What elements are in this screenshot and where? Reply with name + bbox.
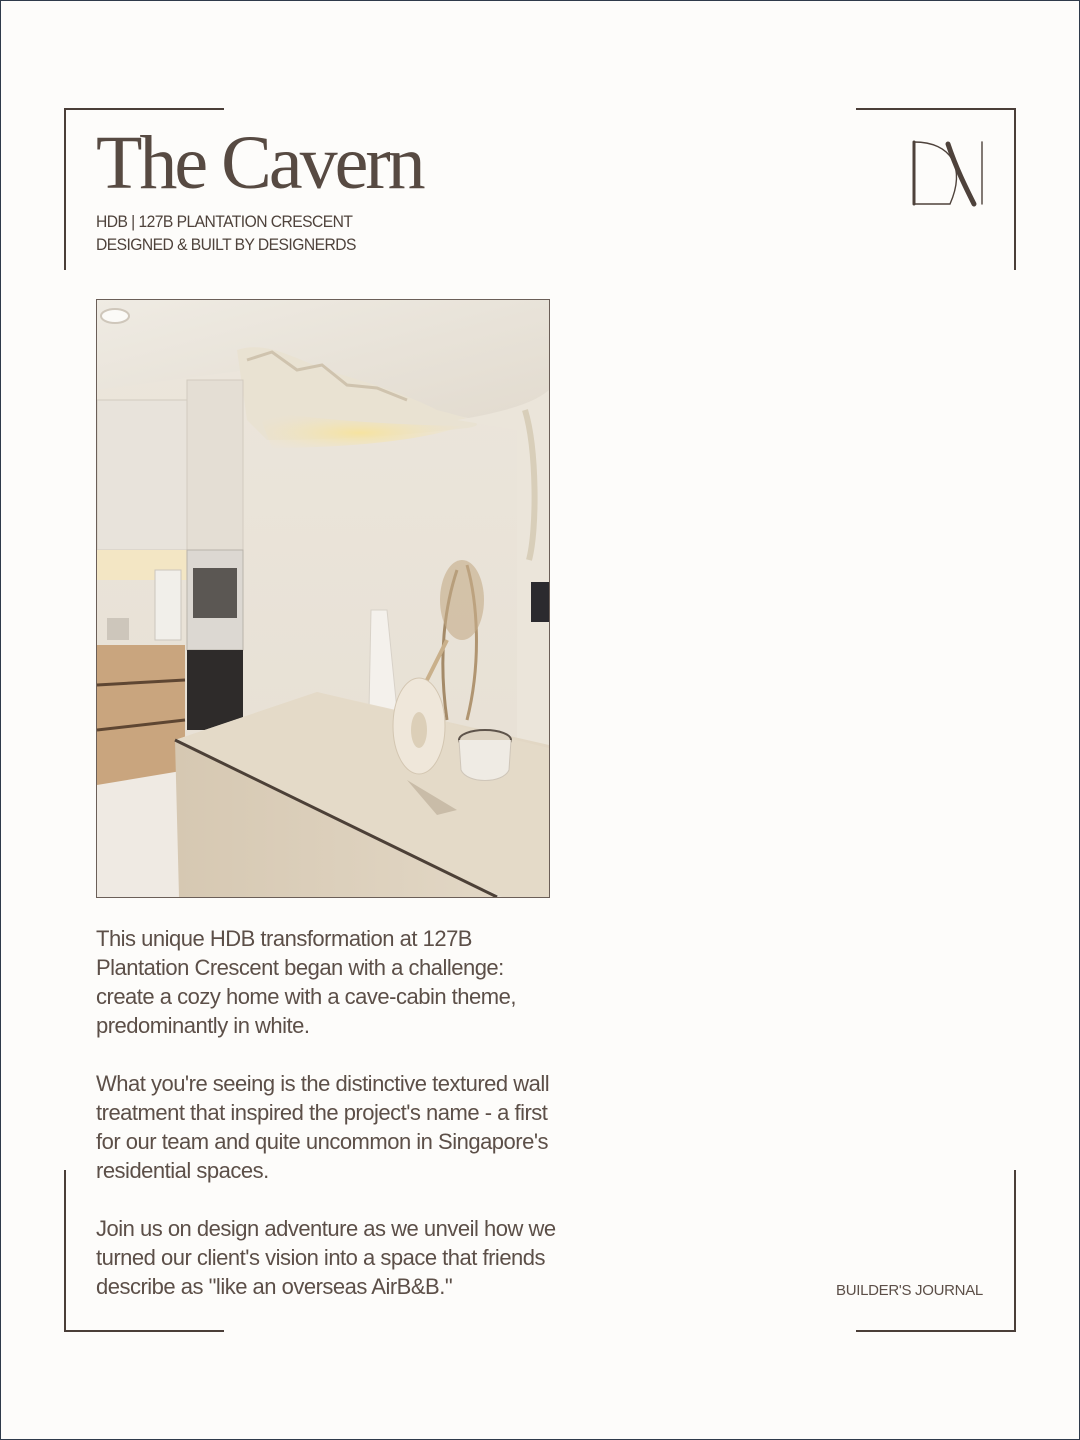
project-description [96, 924, 566, 1330]
description-paragraph-3: Join us on design adventure as we unveil how we turned our client's vision into a space that friends describe as "like an overseas AirB&B." [96, 1216, 556, 1299]
kitchen-photo [96, 299, 550, 898]
page-title: The Cavern [96, 121, 423, 205]
dn-monogram-logo-icon [904, 138, 988, 208]
builders-journal-label: BUILDER'S JOURNAL [836, 1282, 983, 1299]
project-subtitle [96, 210, 356, 256]
corner-bracket-bottom-right [856, 1170, 1016, 1332]
kitchen-photo-illustration [97, 300, 549, 897]
subtitle-address: HDB | 127B PLANTATION CRESCENT [96, 212, 353, 231]
description-paragraph-1: This unique HDB transformation at 127B Plantation Crescent began with a challenge: create a cozy home with a cave-cabin theme, predominantly in white. [96, 926, 516, 1038]
description-paragraph-2: What you're seeing is the distinctive textured wall treatment that inspired the project's name - a first for our team and quite uncommon in Singapore's residential spaces. [96, 1071, 550, 1183]
subtitle-credit: DESIGNED & BUILT BY DESIGNERDS [96, 235, 356, 254]
